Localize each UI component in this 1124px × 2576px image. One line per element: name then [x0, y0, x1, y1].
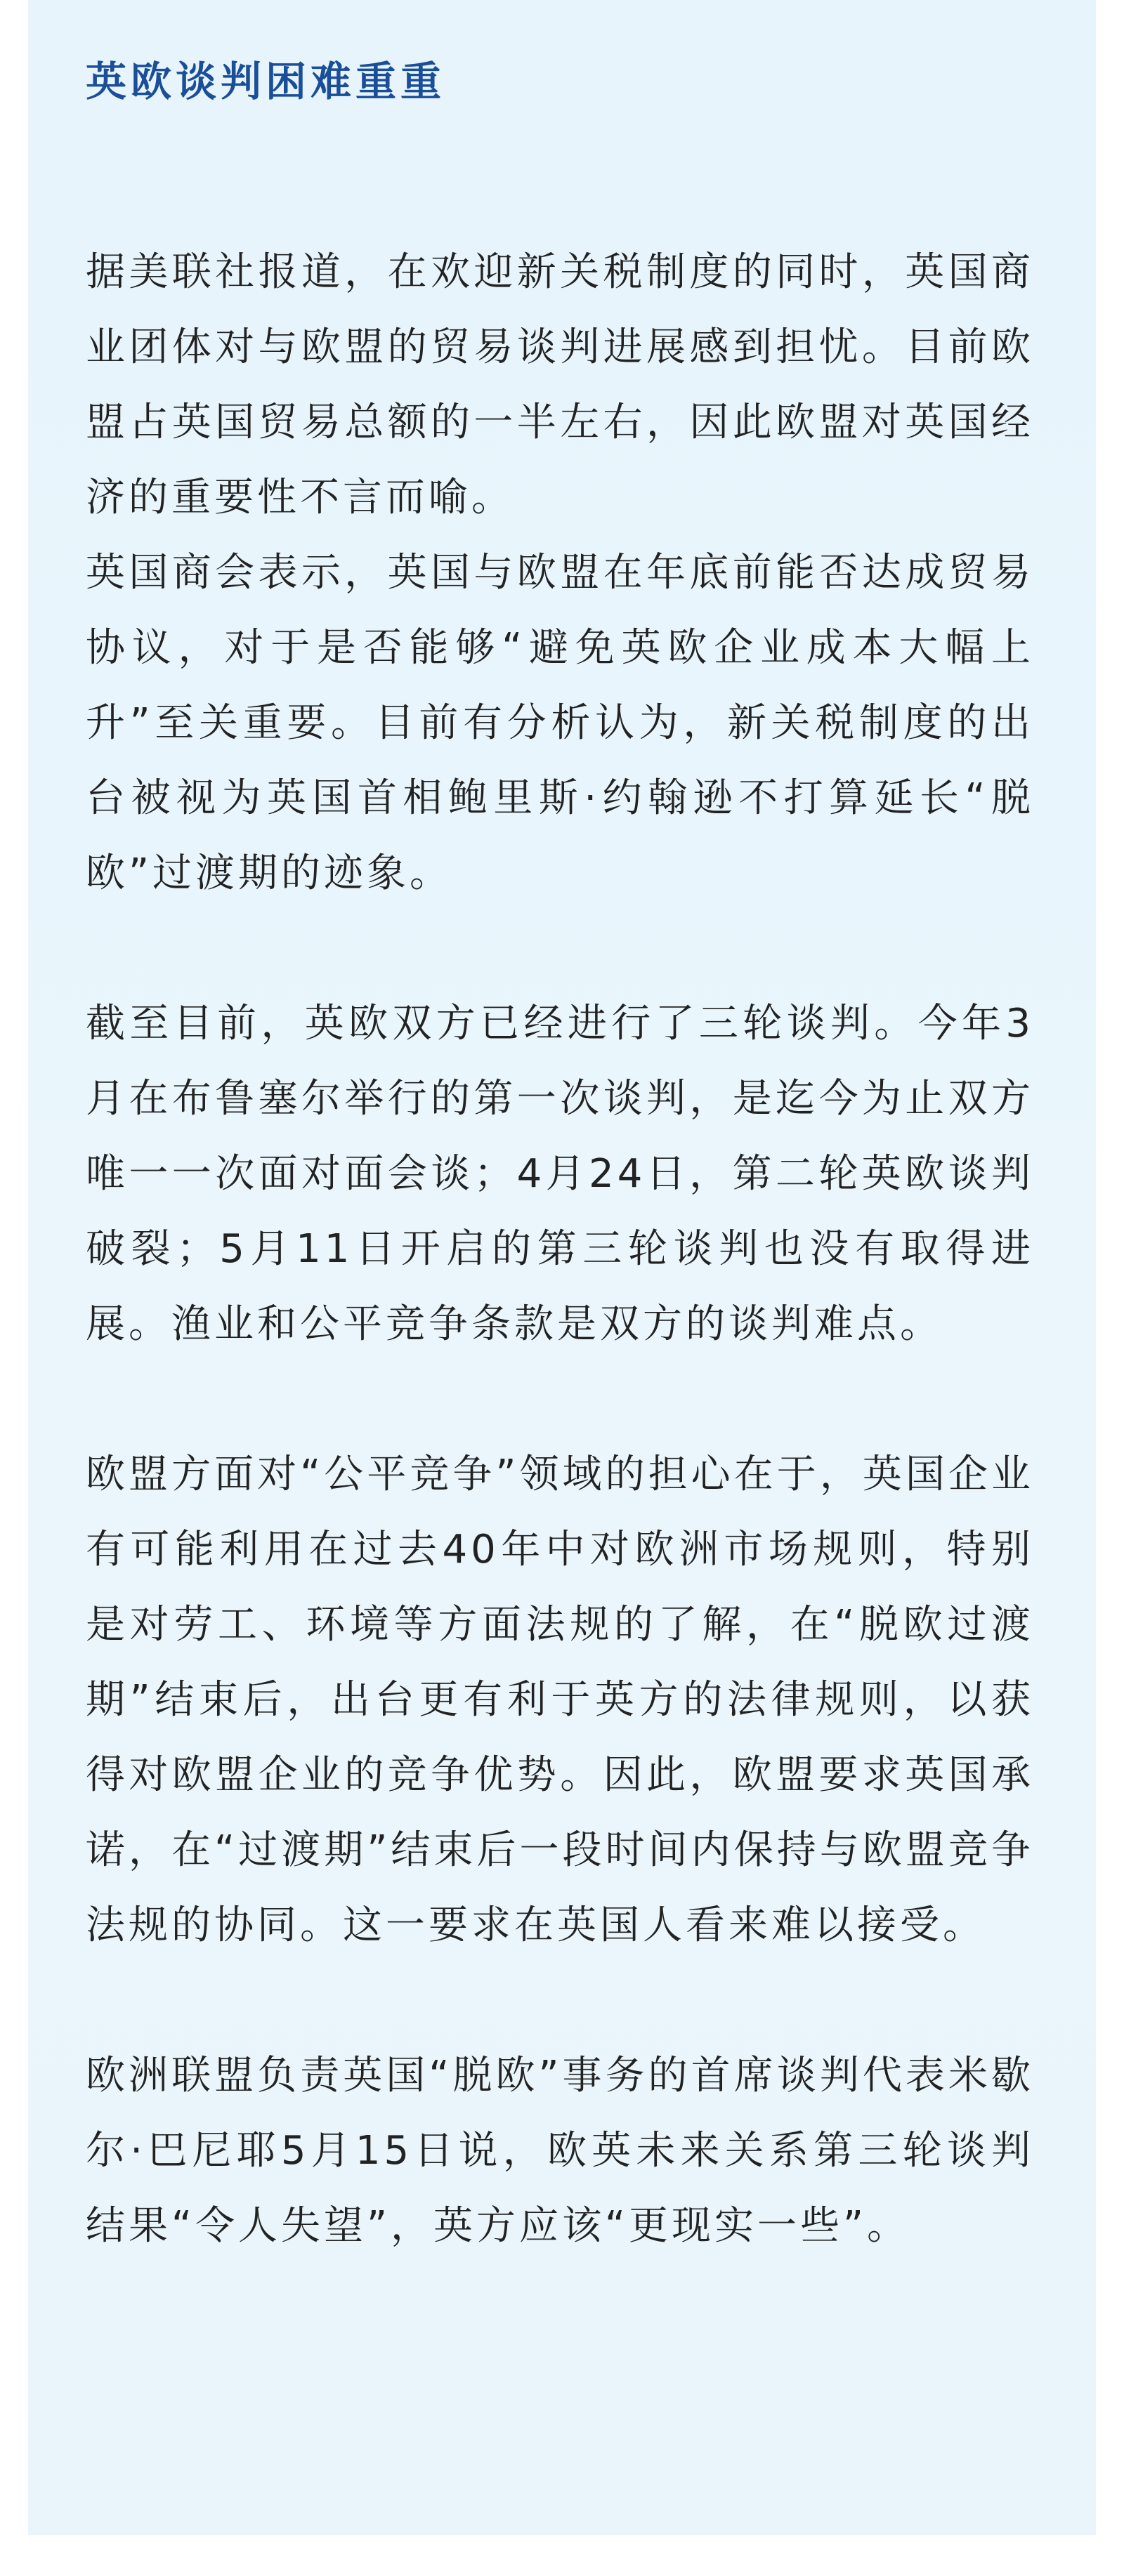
paragraph-3: 截至目前，英欧双方已经进行了三轮谈判。今年3月在布鲁塞尔举行的第一次谈判，是迄今为止双方唯一一次面对面会谈；4月24日，第二轮英欧谈判破裂；5月11日开启的第三轮谈判也没有取得进展。渔业和公平竞争条款是双方的谈判难点。 — [86, 1001, 1034, 1347]
paragraph-gap — [86, 1362, 1034, 1437]
paragraph-2: 英国商会表示，英国与欧盟在年底前能否达成贸易协议，对于是否能够“避免英欧企业成本大幅上升”至关重要。目前有分析认为，新关税制度的出台被视为英国首相鲍里斯·约翰逊不打算延长“脱欧”过渡期的迹象。 — [86, 550, 1034, 896]
paragraph-4: 欧盟方面对“公平竞争”领域的担心在于，英国企业有可能利用在过去40年中对欧洲市场规则，特别是对劳工、环境等方面法规的了解，在“脱欧过渡期”结束后，出台更有利于英方的法律规则，以获得对欧盟企业的竞争优势。因此，欧盟要求英国承诺，在“过渡期”结束后一段时间内保持与欧盟竞争法规的协同。这一要求在英国人看来难以接受。 — [86, 1452, 1034, 1948]
paragraph-5: 欧洲联盟负责英国“脱欧”事务的首席谈判代表米歇尔·巴尼耶5月15日说，欧英未来关系第三轮谈判结果“令人失望”，英方应该“更现实一些”。 — [86, 2053, 1034, 2249]
paragraph-gap — [86, 911, 1034, 986]
paragraph-gap — [86, 1963, 1034, 2038]
article-body — [86, 235, 1034, 2263]
paragraph-1: 据美联社报道，在欢迎新关税制度的同时，英国商业团体对与欧盟的贸易谈判进展感到担忧。目前欧盟占英国贸易总额的一半左右，因此欧盟对英国经济的重要性不言而喻。 — [86, 249, 1034, 520]
section-heading: 英欧谈判困难重重 — [86, 58, 446, 105]
article-panel — [28, 0, 1096, 2535]
